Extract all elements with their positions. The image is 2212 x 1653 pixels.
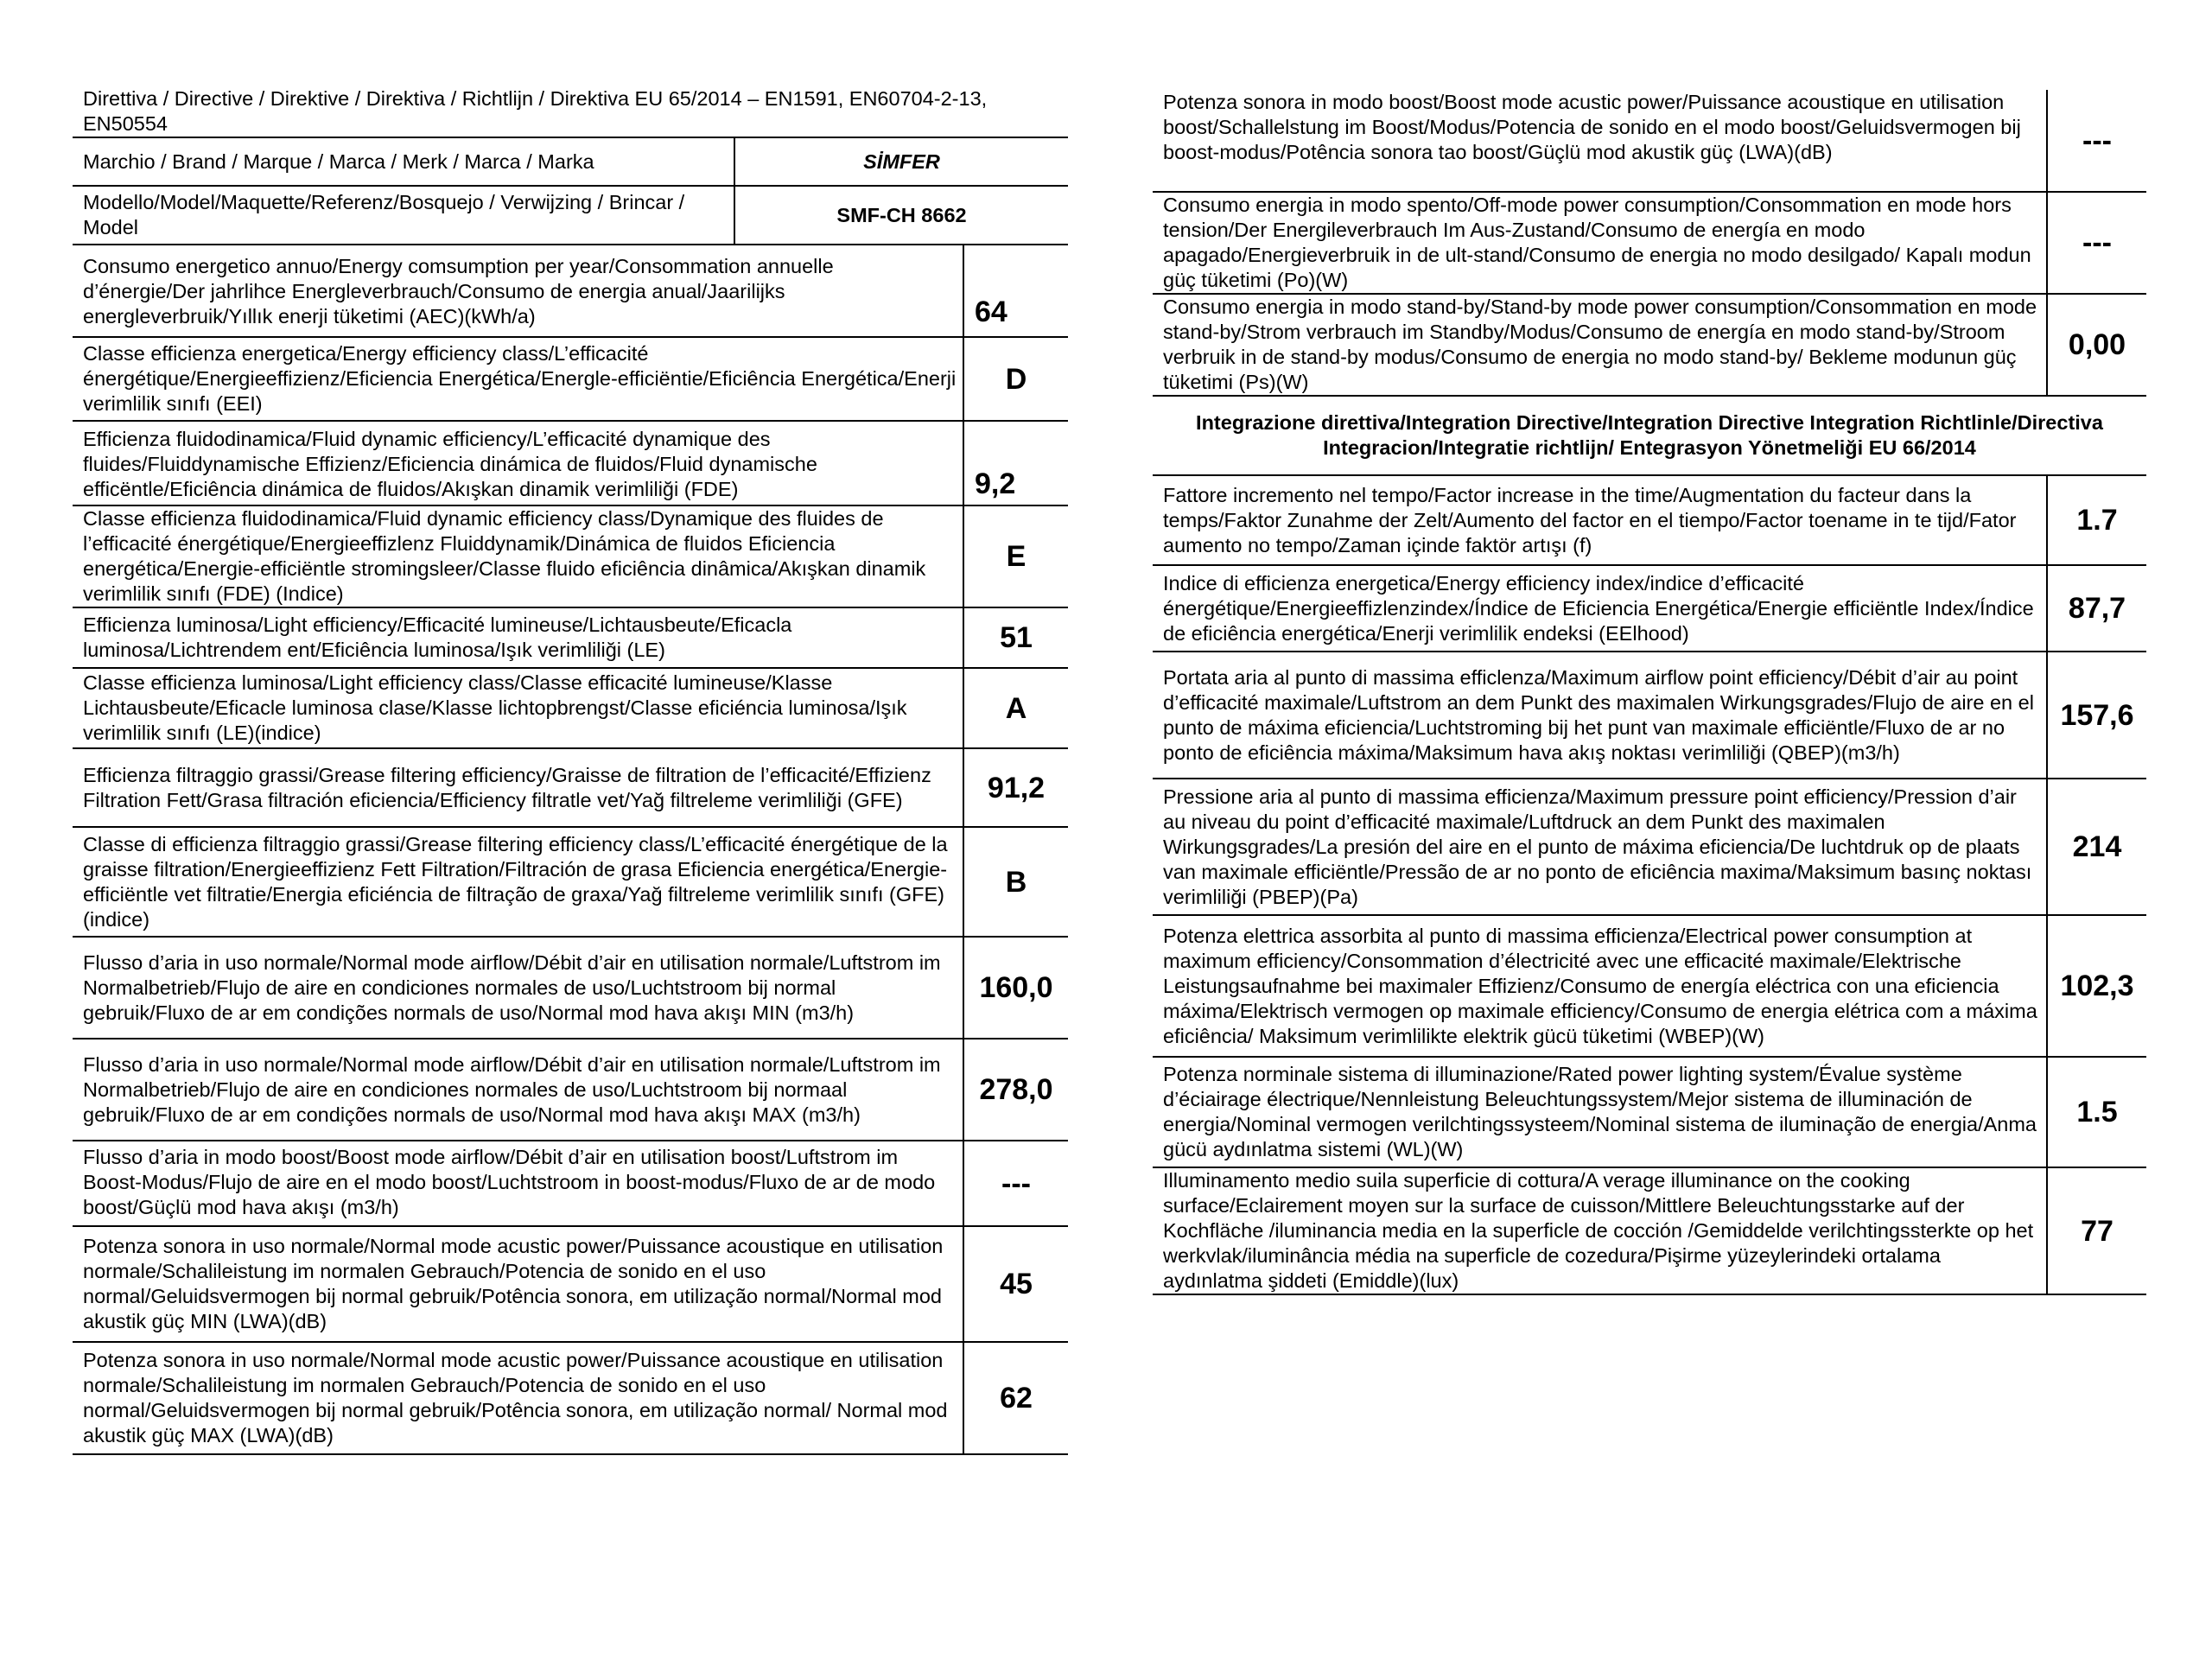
brand-row <box>73 137 1068 186</box>
spec-row <box>73 668 1068 748</box>
spec-label: Potenza sonora in modo boost/Boost mode acustic power/Puissance acoustique en utilisation boost/Schallelstung im Boost/Modus/Potencia de sonido en el modo boost/Geluidsvermogen bij boost-modus/Potência sonora tao boost/Güçlü mod akustik güç (LWA)(dB) <box>1153 90 2047 192</box>
spec-row <box>1153 294 2146 396</box>
spec-row <box>1153 915 2146 1057</box>
spec-value: D <box>963 337 1068 421</box>
spec-label: Flusso d’aria in modo boost/Boost mode airflow/Débit d’air en utilisation boost/Luftstrom im Boost-Modus/Flujo de aire en el modo boost/Luchtstroom in boost-modus/Fluxo de ar de modo boost/Güçlü mod hava akışı (m3/h) <box>73 1141 963 1226</box>
spec-value: 77 <box>2047 1167 2146 1294</box>
spec-label: Fattore incremento nel tempo/Factor increase in the time/Augmentation du facteur dans la temps/Faktor Zunahme der Zelt/Aumento del factor en el tiempo/Factor toename in te tijd/Fator aumento no tempo/Zaman içinde faktör artışı (f) <box>1153 475 2047 565</box>
spec-value: 87,7 <box>2047 565 2146 652</box>
spec-value: 91,2 <box>963 748 1068 827</box>
spec-value: 1.5 <box>2047 1057 2146 1167</box>
spec-row <box>1153 1167 2146 1294</box>
spec-value: --- <box>963 1141 1068 1226</box>
spec-label: Classe efficienza luminosa/Light efficiency class/Classe efficacité lumineuse/Klasse Lichtausbeute/Eficacle luminosa clase/Klasse lichtopbrengst/Classe eficiéncia luminosa/Işık verimlilik sınıfı (LE)(indice) <box>73 668 963 748</box>
spec-label: Classe di efficienza filtraggio grassi/Grease filtering efficiency class/L’efficacité énergétique de la graisse filtration/Energieeffizienz Fett Filtration/Filtración de grasa Eficiencia energética/Energie-efficiëntle vet filtratie/Energia eficiéncia de filtração de graxa/Yağ filtreleme verimlilik sınıfı (GFE)(indice) <box>73 827 963 937</box>
spec-value: --- <box>2047 192 2146 294</box>
spec-row <box>73 748 1068 827</box>
spec-value: A <box>963 668 1068 748</box>
spec-value: 0,00 <box>2047 294 2146 396</box>
spec-row <box>1153 779 2146 915</box>
integration-row <box>1153 396 2146 475</box>
spec-label: Flusso d’aria in uso normale/Normal mode airflow/Débit d’air en utilisation normale/Luftstrom im Normalbetrieb/Flujo de aire en condiciones normales de uso/Luchtstroom bij normaal gebruik/Fluxo de ar em condições normals de uso/Normal mod hava akışı MAX (m3/h) <box>73 1039 963 1141</box>
spec-label: Classe efficienza fluidodinamica/Fluid dynamic efficiency class/Dynamique des fluides de l’efficacité énergétique/Energieeffizlenz Fluiddynamik/Dinámica de fluidos Eficiencia energética/Energie-efficiëntle stromingsleer/Classe fluido eficiência dinâmica/Akışkan dinamik verimlilik sınıfı (FDE) (Indice) <box>73 505 963 607</box>
spec-label: Consumo energetico annuo/Energy comsumption per year/Consommation annuelle d’énergie/Der jahrlihce Energleverbrauch/Consumo de energia anual/Jaarilijks energleverbruik/Yıllık enerji tüketimi (AEC)(kWh/a) <box>73 245 963 337</box>
directive-text: Direttiva / Directive / Direktive / Direktiva / Richtlijn / Direktiva EU 65/2014 – EN1591, EN60704-2-13, EN50554 <box>73 86 1068 137</box>
spec-row <box>73 1039 1068 1141</box>
spec-row <box>73 1226 1068 1342</box>
spec-value: --- <box>2047 90 2146 192</box>
spec-value: 214 <box>2047 779 2146 915</box>
model-label: Modello/Model/Maquette/Referenz/Bosquejo / Verwijzing / Brincar / Model <box>73 186 734 245</box>
spec-row <box>1153 475 2146 565</box>
spec-row <box>1153 1057 2146 1167</box>
brand-label: Marchio / Brand / Marque / Marca / Merk / Marca / Marka <box>73 137 734 186</box>
spec-label: Portata aria al punto di massima efficlenza/Maximum airflow point efficiency/Débit d’air au point d’efficacité maximale/Luftstrom an dem Punkt des maximalen Wirkungsgrades/Flujo de aire en el punto de máxima eficiencia/Luchtstroming bij het punt van maximale efficiëntle/Fluxo de ar no ponto de eficiência máxima/Maksimum hava akış noktası verimliliği (QBEP)(m3/h) <box>1153 652 2047 779</box>
spec-label: Indice di efficienza energetica/Energy efficiency index/indice d’efficacité énergétique/Energieeffizlenzindex/Índice de Eficiencia Energética/Energie efficiëntle Index/Índice de eficiência energética/Enerji verimlilik endeksi (EElhood) <box>1153 565 2047 652</box>
left-spec-table <box>73 86 1068 1455</box>
spec-value: 1.7 <box>2047 475 2146 565</box>
spec-label: Efficienza filtraggio grassi/Grease filtering efficiency/Graisse de filtration de l’efficacité/Effizienz Filtration Fett/Grasa filtración eficiencia/Efficiency filtratle vet/Yağ filtreleme verimliliği (GFE) <box>73 748 963 827</box>
directive-row <box>73 86 1068 137</box>
spec-value: 51 <box>963 607 1068 668</box>
spec-row <box>1153 90 2146 192</box>
spec-value: B <box>963 827 1068 937</box>
spec-label: Potenza sonora in uso normale/Normal mode acustic power/Puissance acoustique en utilisation normale/Schalileistung im normalen Gebrauch/Potencia de sonido en el uso normal/Geluidsvermogen bij normal gebruik/Potência sonora, em utilização normal/ Normal mod akustik güç MAX (LWA)(dB) <box>73 1342 963 1454</box>
model-row <box>73 186 1068 245</box>
spec-row <box>1153 652 2146 779</box>
spec-row <box>73 827 1068 937</box>
spec-label: Consumo energia in modo spento/Off-mode power consumption/Consommation en mode hors tension/Der Energileverbrauch Im Aus-Zustand/Consumo de energía en modo apagado/Energieverbruik in de ult-stand/Consumo de energia no modo desilgado/ Kapalı modun güç tüketimi (Po)(W) <box>1153 192 2047 294</box>
spec-row <box>73 1141 1068 1226</box>
spec-row <box>73 937 1068 1039</box>
spec-value: 9,2 <box>963 421 1068 505</box>
spec-label: Consumo energia in modo stand-by/Stand-by mode power consumption/Consommation en mode stand-by/Strom verbrauch im Standby/Modus/Consumo de energía en modo stand-by/Stroom verbruik in de stand-by modus/Consumo de energia no modo stand-by/ Bekleme modunun güç tüketimi (Ps)(W) <box>1153 294 2047 396</box>
spec-value: 160,0 <box>963 937 1068 1039</box>
model-value: SMF-CH 8662 <box>734 186 1068 245</box>
right-spec-table <box>1153 90 2146 1295</box>
spec-label: Flusso d’aria in uso normale/Normal mode airflow/Débit d’air en utilisation normale/Luftstrom im Normalbetrieb/Flujo de aire en condiciones normales de uso/Luchtstroom bij normal gebruik/Fluxo de ar em condições normals de uso/Normal mod hava akışı MIN (m3/h) <box>73 937 963 1039</box>
spec-label: Pressione aria al punto di massima efficienza/Maximum pressure point efficiency/Pression d’air au niveau du point d’efficacité maximale/Luftdruck an dem Punkt des maximalen Wirkungsgrades/La presión del aire en el punto de máxima eficiencia/De luchtdruk op de plaats van maximale efficiëntle/Pressão de ar no ponto de eficiência maxima/Maksimum basınç noktası verimliliği (PBEP)(Pa) <box>1153 779 2047 915</box>
spec-value: 64 <box>963 245 1068 337</box>
spec-value: E <box>963 505 1068 607</box>
spec-row <box>73 421 1068 505</box>
integration-heading: Integrazione direttiva/Integration Directive/Integration Directive Integration Richtlinle/Directiva Integracion/Integratie richtlijn/ Entegrasyon Yönetmeliği EU 66/2014 <box>1153 396 2146 475</box>
spec-label: Efficienza fluidodinamica/Fluid dynamic efficiency/L’efficacité dynamique des fluides/Fluiddynamische Effizienz/Eficiencia dinámica de fluidos/Fluid dynamische efficëntle/Eficiência dinámica de fluidos/Akışkan dinamik verimliliği (FDE) <box>73 421 963 505</box>
spec-row <box>1153 565 2146 652</box>
spec-row <box>73 1342 1068 1454</box>
spec-label: Potenza elettrica assorbita al punto di massima efficienza/Electrical power consumption at maximum efficiency/Consommation d’électricité avec une efficacité maximale/Elektrische Leistungsaufnahme bei maximaler Effizienz/Consumo de energía eléctrica con una eficiencia máxima/Elektrisch vermogen op maximale efficiency/Consumo de energia elétrica com a máxima eficiência/ Maksimum verimlilikte elektrik gücü tüketimi (WBEP)(W) <box>1153 915 2047 1057</box>
spec-value: 157,6 <box>2047 652 2146 779</box>
spec-row <box>73 337 1068 421</box>
brand-value: SİMFER <box>734 137 1068 186</box>
spec-label: Potenza norminale sistema di illuminazione/Rated power lighting system/Évalue système d’éciairage électrique/Nennleistung Beleuchtungssystem/Mejor sistema de illuminación de energia/Nominal vermogen verilchtingssysteem/Nominal sistema de iluminação de energia/Anma gücü aydınlatma sistemi (WL)(W) <box>1153 1057 2047 1167</box>
spec-value: 278,0 <box>963 1039 1068 1141</box>
spec-row <box>73 245 1068 337</box>
spec-row <box>73 607 1068 668</box>
spec-row <box>1153 192 2146 294</box>
spec-label: Classe efficienza energetica/Energy efficiency class/L’efficacité énergétique/Energieeffizienz/Eficiencia Energética/Energle-efficiëntie/Eficiência Energética/Enerji verimlilik sınıfı (EEI) <box>73 337 963 421</box>
spec-value: 62 <box>963 1342 1068 1454</box>
spec-label: Potenza sonora in uso normale/Normal mode acustic power/Puissance acoustique en utilisation normale/Schalileistung im normalen Gebrauch/Potencia de sonido en el uso normal/Geluidsvermogen bij normal gebruik/Potência sonora, em utilização normal/Normal mod akustik güç MIN (LWA)(dB) <box>73 1226 963 1342</box>
spec-label: Efficienza luminosa/Light efficiency/Efficacité lumineuse/Lichtausbeute/Eficacla luminosa/Lichtrendem ent/Eficiência luminosa/Işık verimliliği (LE) <box>73 607 963 668</box>
spec-value: 102,3 <box>2047 915 2146 1057</box>
spec-value: 45 <box>963 1226 1068 1342</box>
spec-row <box>73 505 1068 607</box>
spec-label: Illuminamento medio suila superficie di cottura/A verage illuminance on the cooking surface/Eclairement moyen sur la surface de cuisson/Mittlere Beleuchtungsstarke auf der Kochfläche /iluminancia media en la superficle de cocción /Gemiddelde verilchtingssterkte op het werkvlak/iluminância média na superficle de cozedura/Pişirme yüzeylerindeki ortalama aydınlatma şiddeti (Emiddle)(lux) <box>1153 1167 2047 1294</box>
